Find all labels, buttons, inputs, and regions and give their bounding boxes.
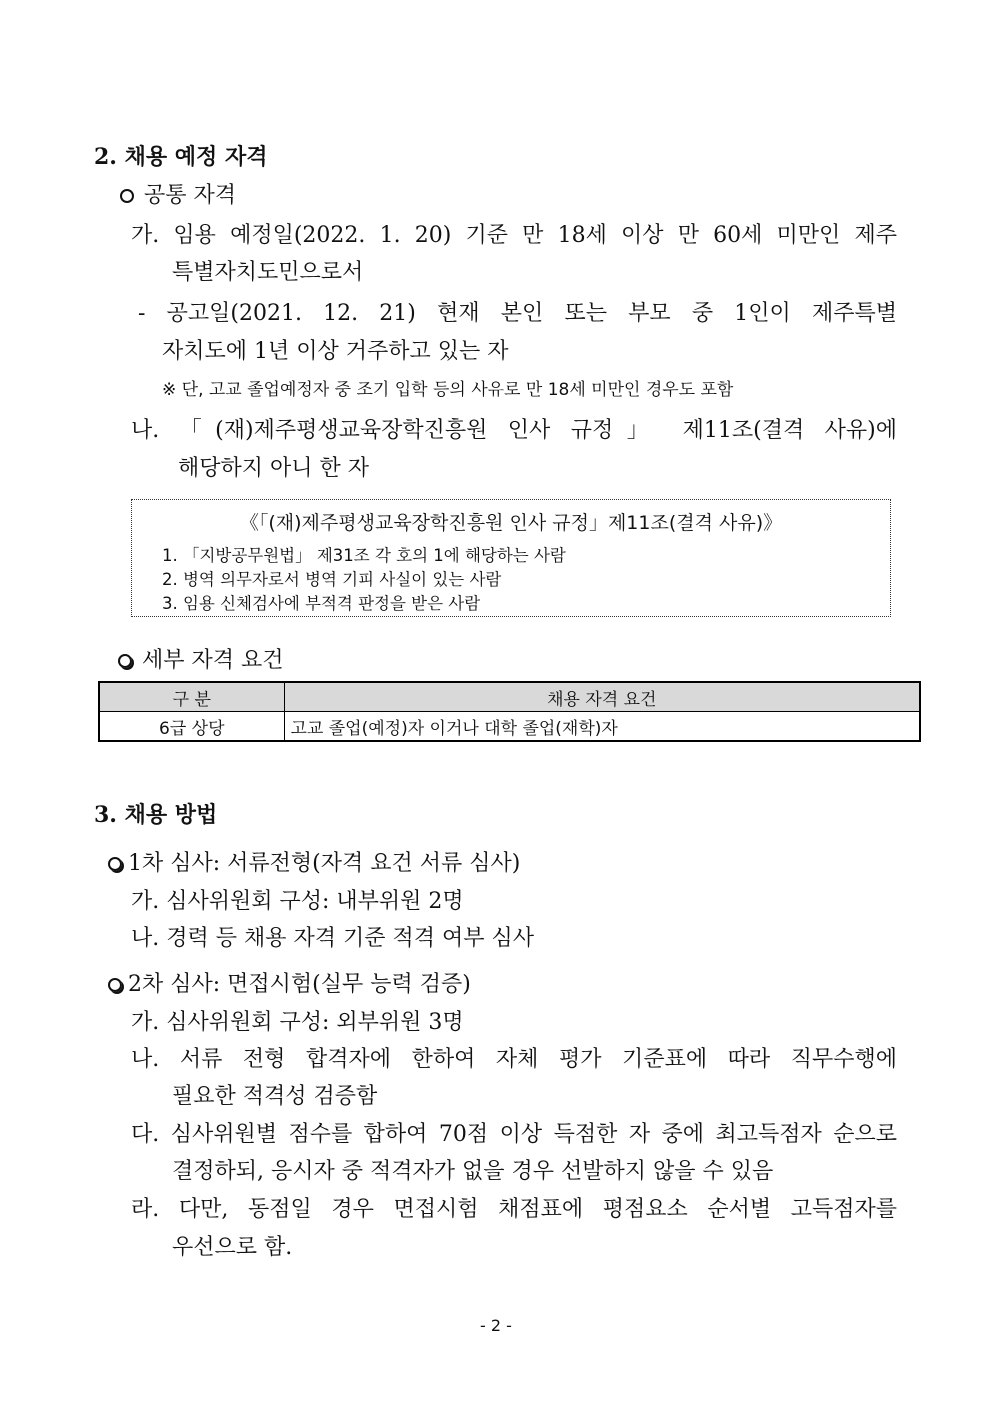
common-item-dash-line2: 자치도에 1년 이상 거주하고 있는 자 <box>162 339 509 364</box>
second-review-item-da-line1: 다. 심사위원별 점수를 합하여 70점 이상 득점한 자 중에 최고득점자 순으로 <box>131 1122 897 1147</box>
first-review-heading <box>108 846 520 877</box>
circle-bullet-icon <box>108 857 122 871</box>
qualification-table <box>98 681 921 742</box>
table-header-category: 구 분 <box>99 682 284 712</box>
common-item-ga-line2: 특별자치도민으로서 <box>172 260 364 285</box>
common-qualification-label: 공통 자격 <box>144 183 237 208</box>
table-cell-requirement: 고교 졸업(예정)자 이거나 대학 졸업(재학)자 <box>284 712 920 742</box>
section2-title: 2. 채용 예정 자격 <box>94 144 268 170</box>
common-item-na-line1: 나. 「(재)제주평생교육장학진흥원 인사 규정」 제11조(결격 사유)에 <box>131 418 897 443</box>
table-row <box>99 712 920 742</box>
table-header-row <box>99 682 920 712</box>
first-review-item: 가. 심사위원회 구성: 내부위원 2명 <box>131 889 464 914</box>
common-item-ga-line1: 가. 임용 예정일(2022. 1. 20) 기준 만 18세 이상 만 60세 미만인 제주 <box>131 223 897 248</box>
page-number: - 2 - <box>480 1316 512 1335</box>
detail-qualification-heading <box>118 643 284 674</box>
common-item-dash-line1: - 공고일(2021. 12. 21) 현재 본인 또는 부모 중 1인이 제주특별 <box>138 301 897 326</box>
second-review-item-ga: 가. 심사위원회 구성: 외부위원 3명 <box>131 1010 464 1035</box>
second-review-heading <box>108 967 471 998</box>
table-cell-category: 6급 상당 <box>99 712 284 742</box>
circle-bullet-icon <box>108 978 122 992</box>
disqualification-box <box>131 499 891 617</box>
second-review-item-na-line1: 나. 서류 전형 합격자에 한하여 자체 평가 기준표에 따라 직무수행에 <box>131 1047 897 1072</box>
detail-qualification-label: 세부 자격 요건 <box>142 648 284 673</box>
second-review-label: 2차 심사: 면접시험(실무 능력 검증) <box>128 972 471 997</box>
common-note: ※ 단, 고교 졸업예정자 중 조기 입학 등의 사유로 만 18세 미만인 경우도 포함 <box>162 380 734 400</box>
table-header-requirement: 채용 자격 요건 <box>284 682 920 712</box>
second-review-item-da-line2: 결정하되, 응시자 중 적격자가 없을 경우 선발하지 않을 수 있음 <box>172 1159 774 1184</box>
second-review-item-ra-line1: 라. 다만, 동점일 경우 면접시험 채점표에 평점요소 순서별 고득점자를 <box>131 1197 897 1222</box>
disqualification-item: 1. 「지방공무원법」 제31조 각 호의 1에 해당하는 사람 <box>162 546 566 565</box>
circle-bullet-icon <box>118 654 132 668</box>
circle-bullet-icon <box>120 189 134 203</box>
disqualification-item: 3. 임용 신체검사에 부적격 판정을 받은 사람 <box>162 594 481 613</box>
second-review-item-ra-line2: 우선으로 함. <box>172 1235 293 1260</box>
first-review-label: 1차 심사: 서류전형(자격 요건 서류 심사) <box>128 851 521 876</box>
disqualification-box-title: 《「(재)제주평생교육장학진흥원 인사 규정」제11조(결격 사유)》 <box>239 512 783 534</box>
first-review-item: 나. 경력 등 채용 자격 기준 적격 여부 심사 <box>131 926 534 951</box>
common-item-na-line2: 해당하지 아니 한 자 <box>178 456 369 481</box>
second-review-item-na-line2: 필요한 적격성 검증함 <box>172 1084 378 1109</box>
section3-title: 3. 채용 방법 <box>94 802 218 828</box>
disqualification-item: 2. 병역 의무자로서 병역 기피 사실이 있는 사람 <box>162 570 502 589</box>
common-qualification-heading <box>120 178 236 209</box>
